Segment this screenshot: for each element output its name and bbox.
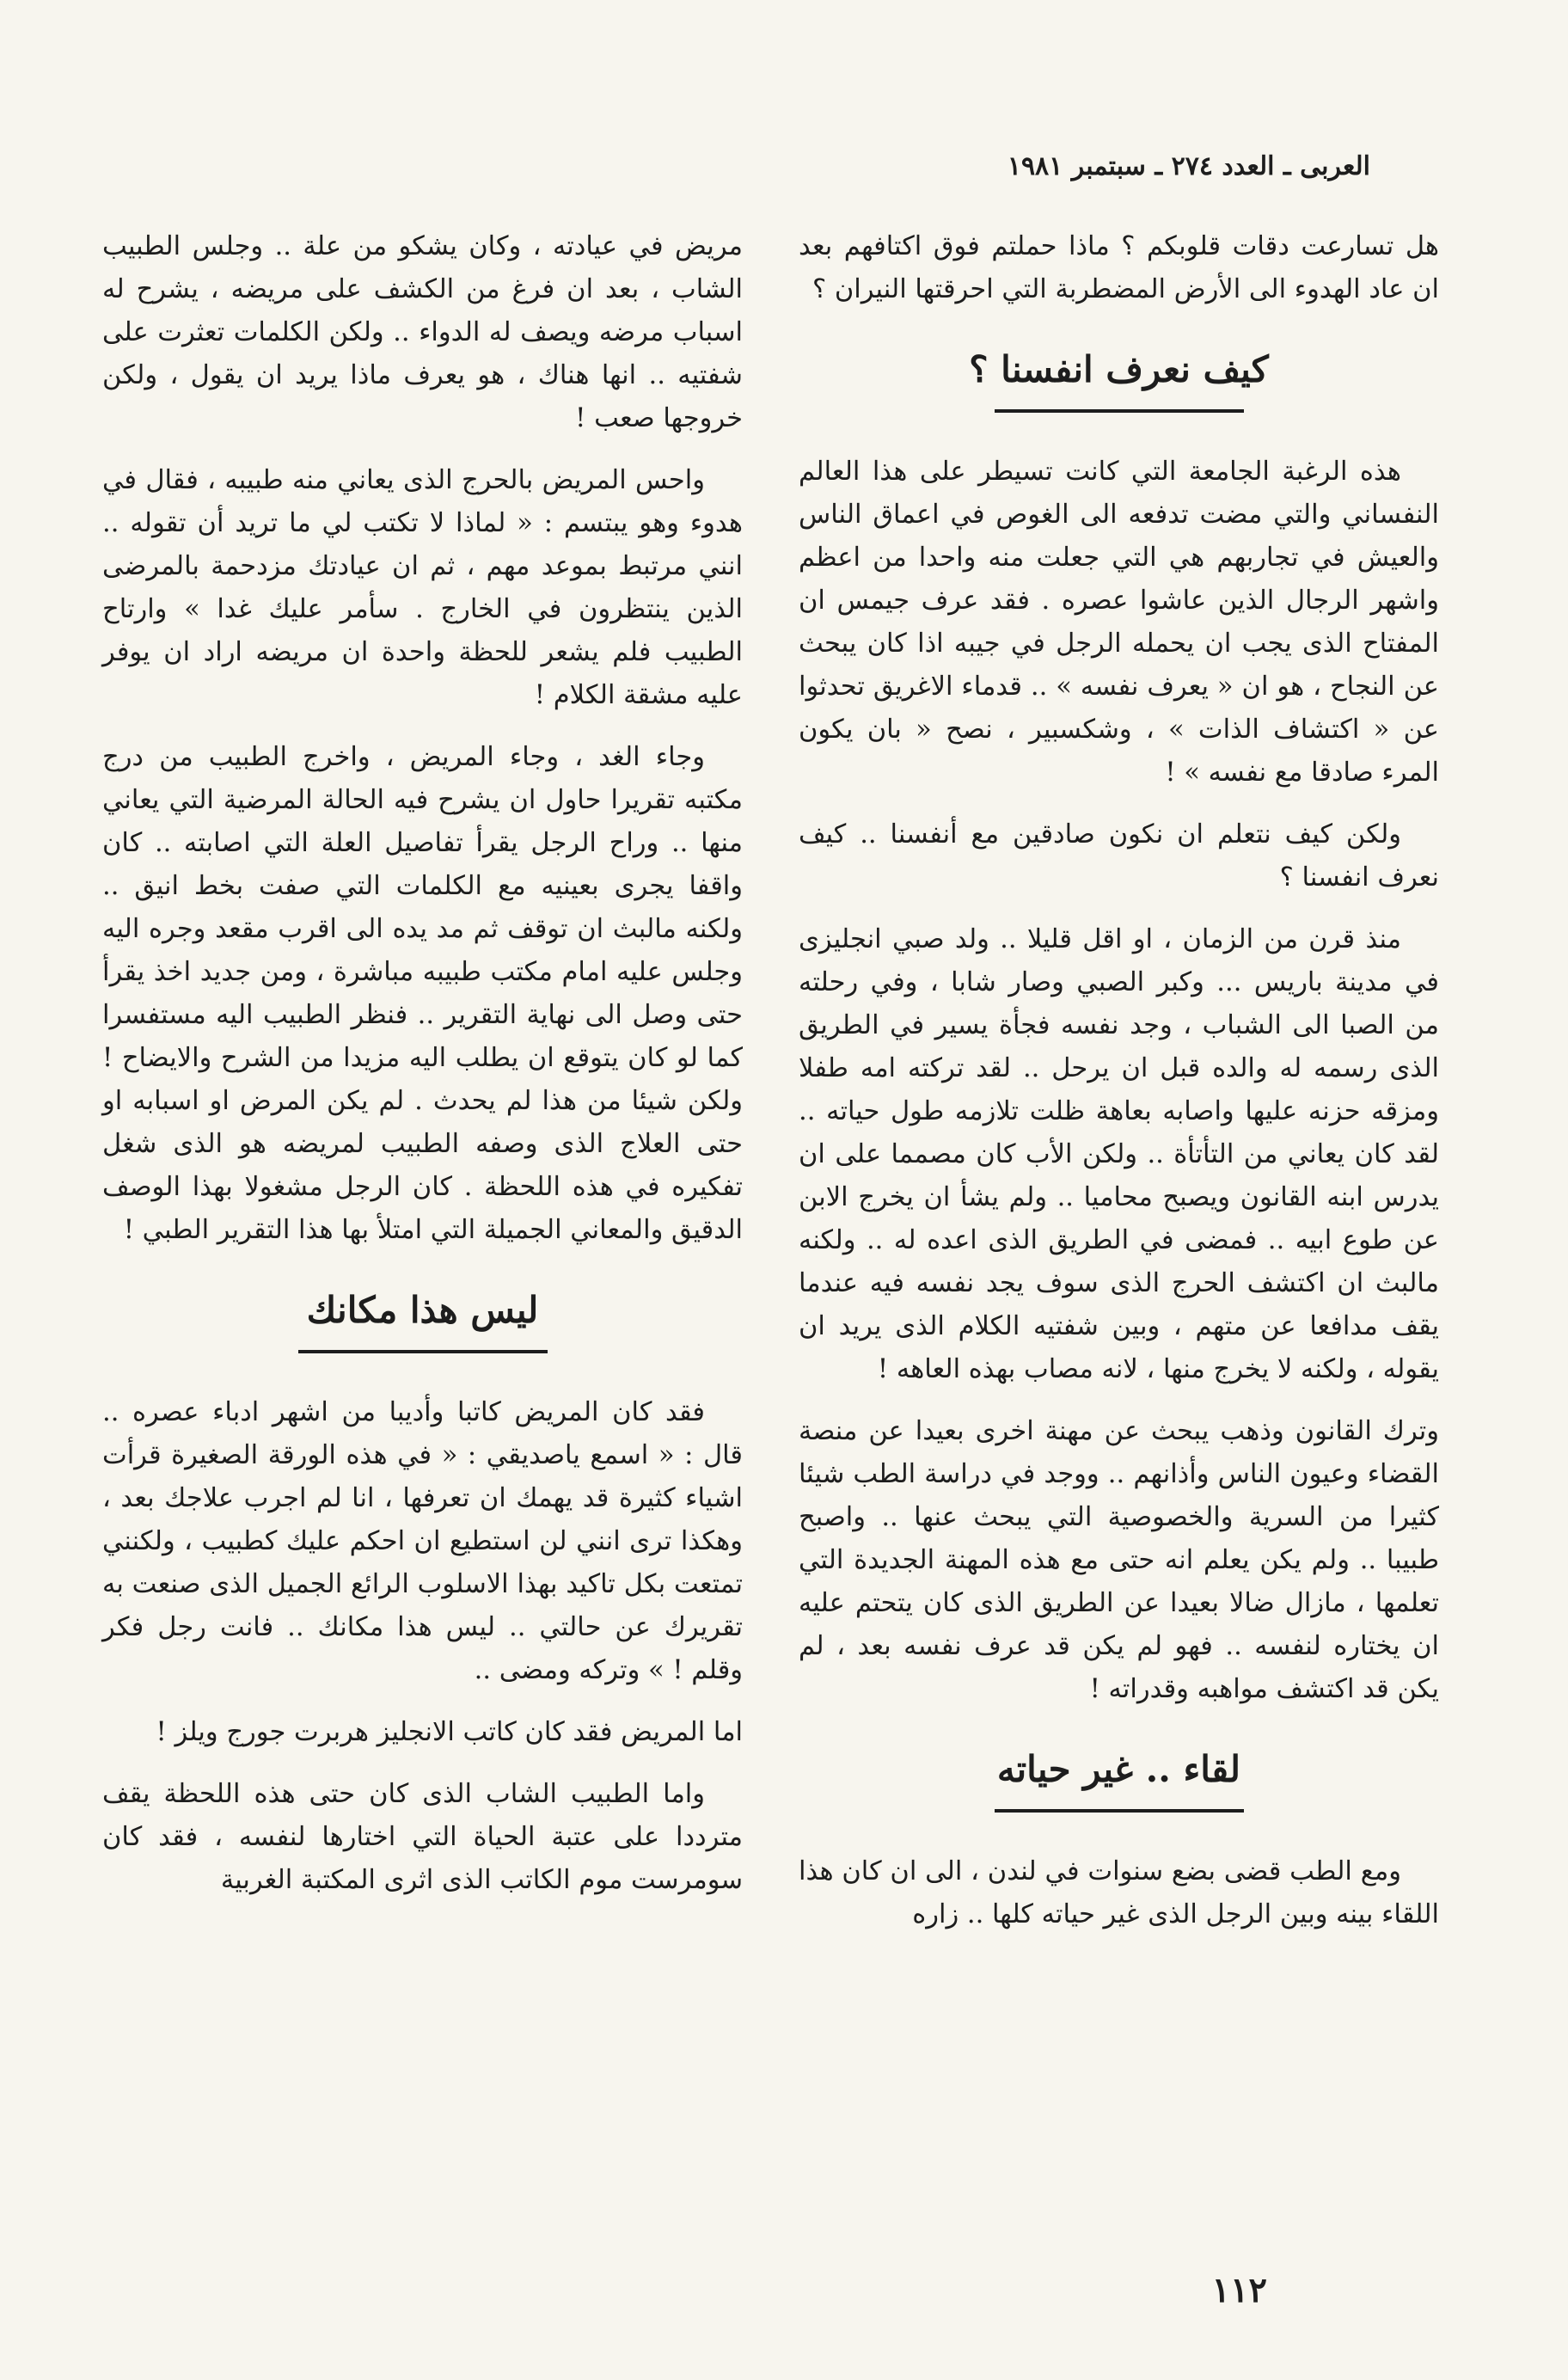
body-paragraph: واما الطبيب الشاب الذى كان حتى هذه اللحظة يقف مترددا على عتبة الحياة التي اختارها لنفسه ، فقد كان سومرست موم الكاتب الذى اثرى المكتبة الغربية [102, 1779, 743, 1895]
section-heading-meeting: لقاء .. غير حياته [996, 1748, 1241, 1790]
heading-rule [298, 1350, 548, 1353]
body-paragraph: ومع الطب قضى بضع سنوات في لندن ، الى ان كان هذا اللقاء بينه وبين الرجل الذى غير حياته كلها .. زاره [799, 1856, 1439, 1929]
left-column [102, 225, 743, 1921]
body-paragraph: منذ قرن من الزمان ، او اقل قليلا .. ولد صبي انجليزى في مدينة باريس ... وكبر الصبي وصار شابا ، وفي رحلته من الصبا الى الشباب ، وجد نفسه فجأة يسير في الطريق الذى رسمه له والده قبل ان يرحل .. لقد تركته امه طفلا ومزقه حزنه عليها واصابه بعاهة ظلت تلازمه طول حياته .. لقد كان يعاني من التأتأة .. ولكن الأب كان مصمما على ان يدرس ابنه القانون ويصبح محاميا .. ولم يشأ ان يخرج الابن عن طوع ابيه .. فمضى في الطريق الذى اعده له .. ولكنه مالبث ان اكتشف الحرج الذى سوف يجد نفسه فيه عندما يقف مدافعا عن متهم ، وبين شفتيه الكلام الذى يريد ان يقوله ، ولكنه لا يخرج منها ، لانه مصاب بهذه العاهه ! [799, 924, 1439, 1384]
heading-rule [995, 1809, 1244, 1813]
body-paragraph: واحس المريض بالحرج الذى يعاني منه طبيبه ، فقال في هدوء وهو يبتسم : « لماذا لا تكتب لي ما تريد أن تقوله .. انني مرتبط بموعد مهم ، ثم ان عيادتك مزدحمة بالمرضى الذين ينتظرون في الخارج . سأمر عليك غدا » وارتاح الطبيب فلم يشعر للحظة واحدة ان مريضه اراد ان يوفر عليه مشقة الكلام ! [102, 465, 743, 710]
body-paragraph: وجاء الغد ، وجاء المريض ، واخرج الطبيب من درج مكتبه تقريرا حاول ان يشرح فيه الحالة المرضية التي يعاني منها .. وراح الرجل يقرأ تفاصيل العلة التي اصابته .. كان واقفا يجرى بعينيه مع الكلمات التي صفت بخط انيق .. ولكنه مالبث ان توقف ثم مد يده الى اقرب مقعد وجره اليه وجلس عليه امام مكتب طبيبه مباشرة ، ومن جديد اخذ يقرأ حتى وصل الى نهاية التقرير .. فنظر الطبيب اليه مستفسرا كما لو كان يتوقع ان يطلب اليه مزيدا من الشرح والايضاح ! ولكن شيئا من هذا لم يحدث . لم يكن المرض او اسبابه او حتى العلاج الذى وصفه الطبيب لمريضه هو الذى شغل تفكيره في هذه اللحظة . كان الرجل مشغولا بهذا الوصف الدقيق والمعاني الجميلة التي امتلأ بها هذا التقرير الطبي ! [102, 742, 743, 1245]
right-column [799, 225, 1439, 1955]
intro-paragraph: هل تسارعت دقات قلوبكم ؟ ماذا حملتم فوق اكتافهم بعد ان عاد الهدوء الى الأرض المضطربة التي احرقتها النيران ؟ [799, 231, 1439, 304]
body-paragraph: ولكن كيف نتعلم ان نكون صادقين مع أنفسنا .. كيف نعرف انفسنا ؟ [799, 819, 1439, 892]
section-heading-how-we-know-ourselves: كيف نعرف انفسنا ؟ [969, 348, 1269, 390]
section-heading-not-your-place: ليس هذا مكانك [306, 1289, 539, 1331]
running-header: العربى ـ العدد ٢٧٤ ـ سبتمبر ١٩٨١ [1007, 151, 1370, 181]
body-paragraph: مريض في عيادته ، وكان يشكو من علة .. وجلس الطبيب الشاب ، بعد ان فرغ من الكشف على مريضه ، يشرح له اسباب مرضه ويصف له الدواء .. ولكن الكلمات تعثرت على شفتيه .. انها هناك ، هو يعرف ماذا يريد ان يقول ، ولكن خروجها صعب ! [102, 231, 743, 433]
body-paragraph: هذه الرغبة الجامعة التي كانت تسيطر على هذا العالم النفساني والتي مضت تدفعه الى الغوص في اعماق الناس والعيش في تجاربهم هي التي جعلت منه واحدا من اعظم واشهر الرجال الذين عاشوا عصره . فقد عرف جيمس ان المفتاح الذى يجب ان يحمله الرجل في جيبه اذا كان يبحث عن النجاح ، هو ان « يعرف نفسه » .. قدماء الاغريق تحدثوا عن « اكتشاف الذات » ، وشكسبير ، نصح « بان يكون المرء صادقا مع نفسه » ! [799, 457, 1439, 788]
body-paragraph: اما المريض فقد كان كاتب الانجليز هربرت جورج ويلز ! [156, 1717, 743, 1747]
page-number: ١١٢ [1211, 2270, 1267, 2310]
heading-rule [995, 409, 1244, 413]
body-paragraph: وترك القانون وذهب يبحث عن مهنة اخرى بعيدا عن منصة القضاء وعيون الناس وأذانهم .. ووجد في دراسة الطب شيئا كثيرا من السرية والخصوصية التي يبحث عنها .. واصبح طبيبا .. ولم يكن يعلم انه حتى مع هذه المهنة الجديدة التي تعلمها ، مازال ضالا بعيدا عن الطريق الذى كان يتحتم عليه ان يختاره لنفسه .. فهو لم يكن قد عرف نفسه بعد ، لم يكن قد اكتشف مواهبه وقدراته ! [799, 1416, 1439, 1704]
body-paragraph: فقد كان المريض كاتبا وأديبا من اشهر ادباء عصره .. قال : « اسمع ياصديقي : « في هذه الورقة الصغيرة قرأت اشياء كثيرة قد يهمك ان تعرفها ، انا لم اجرب علاجك بعد ، وهكذا ترى انني لن استطيع ان احكم عليك كطبيب ، ولكنني تمتعت بكل تاكيد بهذا الاسلوب الرائع الجميل الذى صنعت به تقريرك عن حالتي .. ليس هذا مكانك .. فانت رجل فكر وقلم ! » وتركه ومضى .. [102, 1397, 743, 1685]
